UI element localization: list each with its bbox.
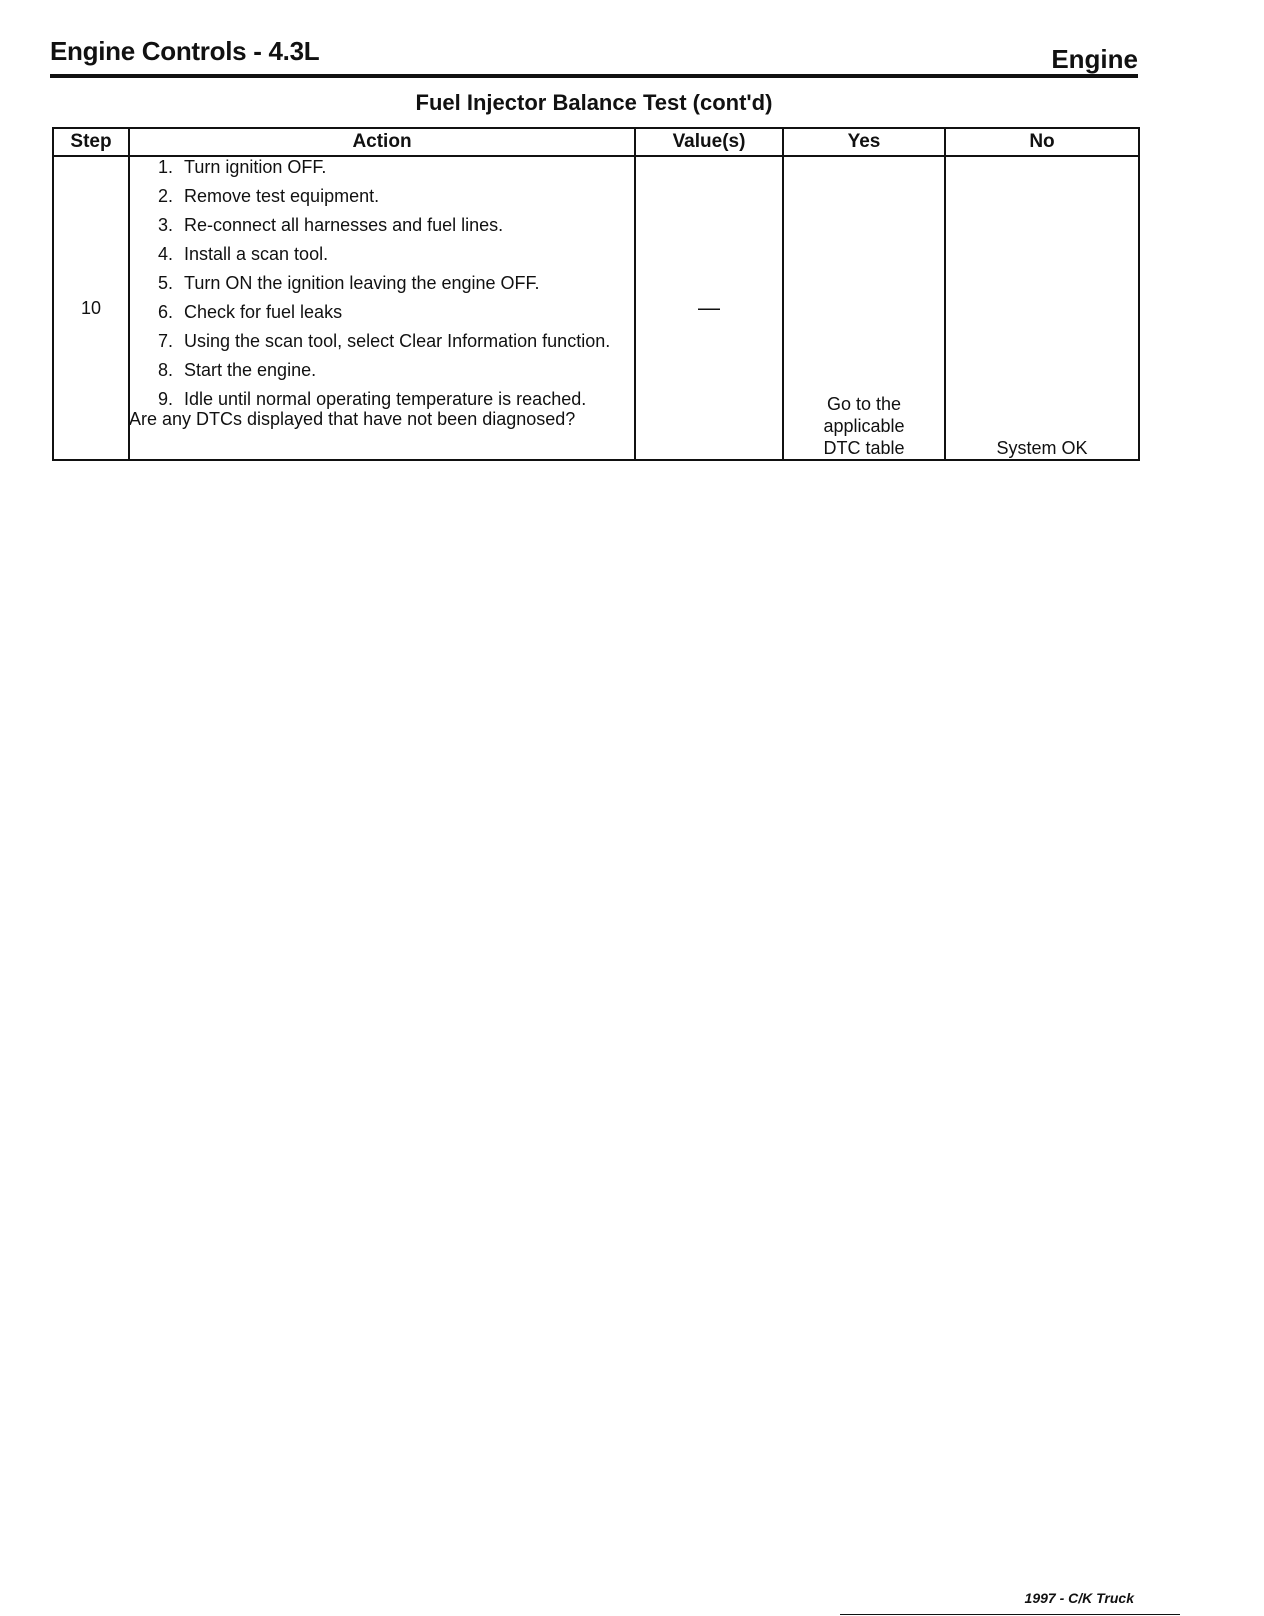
action-step: 5. Turn ON the ignition leaving the engine OFF. bbox=[178, 273, 634, 293]
footer-rule bbox=[840, 1614, 1180, 1615]
column-header-step: Step bbox=[53, 128, 129, 156]
action-step: 7. Using the scan tool, select Clear Information function. bbox=[178, 331, 634, 351]
action-cell bbox=[129, 156, 635, 460]
diagnostic-question: Are any DTCs displayed that have not been diagnosed? bbox=[129, 409, 576, 429]
column-header-no: No bbox=[945, 128, 1139, 156]
header-rule bbox=[50, 74, 1138, 78]
action-step: 3. Re-connect all harnesses and fuel lines. bbox=[178, 215, 634, 235]
action-step: 6. Check for fuel leaks bbox=[178, 302, 634, 322]
footer-vehicle: 1997 - C/K Truck bbox=[1024, 1590, 1134, 1606]
procedure-table bbox=[52, 127, 1140, 461]
table-row bbox=[53, 156, 1139, 460]
action-step: 8. Start the engine. bbox=[178, 360, 634, 380]
table-header-row bbox=[53, 128, 1139, 156]
action-step: 9. Idle until normal operating temperature is reached. bbox=[178, 389, 634, 409]
yes-cell bbox=[783, 156, 945, 460]
column-header-yes: Yes bbox=[783, 128, 945, 156]
action-step: 4. Install a scan tool. bbox=[178, 244, 634, 264]
section-title: Engine Controls - 4.3L bbox=[50, 36, 320, 66]
step-number: 10 bbox=[53, 156, 129, 460]
no-result: System OK bbox=[945, 156, 1139, 460]
value-cell: — bbox=[635, 156, 783, 460]
action-step: 1. Turn ignition OFF. bbox=[178, 157, 634, 177]
yes-result: Go to the applicable DTC table bbox=[823, 394, 905, 458]
action-steps-list bbox=[130, 157, 634, 409]
column-header-values: Value(s) bbox=[635, 128, 783, 156]
column-header-action: Action bbox=[129, 128, 635, 156]
section-tab: Engine bbox=[1051, 44, 1138, 74]
action-step: 2. Remove test equipment. bbox=[178, 186, 634, 206]
table-title: Fuel Injector Balance Test (cont'd) bbox=[415, 90, 773, 115]
